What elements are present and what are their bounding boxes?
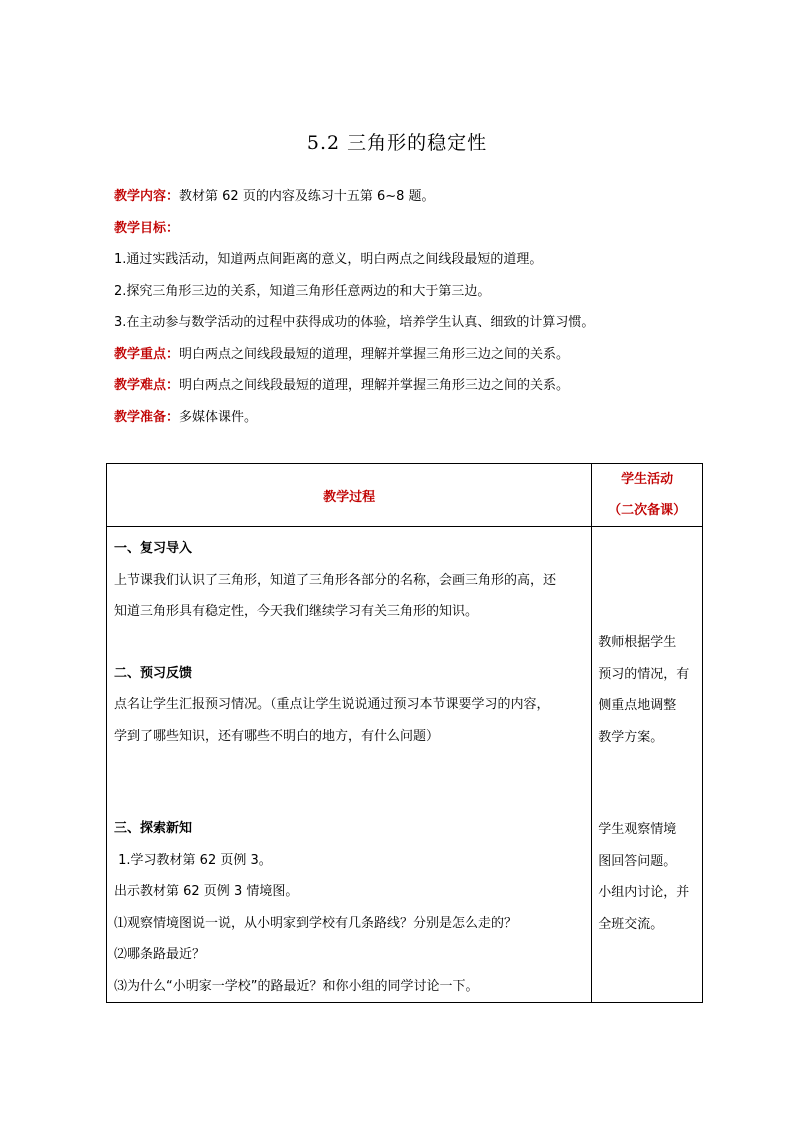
key-point-text: 明白两点之间线段最短的道理，理解并掌握三角形三边之间的关系。 <box>179 346 570 362</box>
section-explore-title: 三、探索新知 <box>114 821 193 836</box>
lesson-process-table <box>106 463 703 1003</box>
page-title: 5.2 三角形的稳定性 <box>306 132 488 154</box>
section-explore-line: ⑶为什么“小明家一学校”的路最近？和你小组的同学讨论一下。 <box>114 978 479 994</box>
side-note-line: 教学方案。 <box>598 729 664 745</box>
table-body-row <box>107 527 703 1003</box>
header-teaching-process: 教学过程 <box>107 464 592 527</box>
spacer <box>598 753 698 814</box>
teaching-key-point <box>114 339 714 371</box>
header-student-activity <box>592 464 703 527</box>
side-note-line: 侧重点地调整 <box>598 698 677 713</box>
section-explore-line: 出示教材第 62 页例 3 情境图。 <box>114 884 299 899</box>
lesson-info <box>114 181 714 433</box>
prep-text: 多媒体课件。 <box>179 409 258 425</box>
section-preview-line: 学到了哪些知识，还有哪些不明白的地方，有什么问题） <box>114 728 440 744</box>
spacer <box>598 533 698 627</box>
teaching-goal-2: 2.探究三角形三边的关系，知道三角形任意两边的和大于第三边。 <box>114 283 491 299</box>
section-review-title: 一、复习导入 <box>114 541 193 556</box>
prep-label: 教学准备： <box>114 409 180 425</box>
teaching-goals-heading <box>114 213 714 245</box>
side-note-line: 预习的情况，有 <box>598 666 690 682</box>
section-preview-title: 二、预习反馈 <box>114 665 193 681</box>
teaching-prep <box>114 402 714 434</box>
side-note-line: 小组内讨论，并 <box>598 885 690 900</box>
side-note-line: 图回答问题。 <box>598 853 677 869</box>
side-note-line: 教师根据学生 <box>598 635 677 650</box>
section-explore-line: 1.学习教材第 62 页例 3。 <box>114 852 272 868</box>
process-cell <box>107 527 592 1003</box>
teaching-goals-label: 教学目标： <box>114 220 180 236</box>
teaching-goal-3: 3.在主动参与数学活动的过程中获得成功的体验，培养学生认真、细致的计算习惯。 <box>114 315 595 330</box>
side-note-line: 学生观察情境 <box>598 822 677 837</box>
table-header-row <box>107 464 703 527</box>
spacer <box>114 628 585 658</box>
teaching-content-label: 教学内容： <box>114 189 180 204</box>
student-activity-cell <box>592 527 703 1003</box>
header-student-activity-line2: （二次备课） <box>608 503 687 518</box>
difficulty-text: 明白两点之间线段最短的道理，理解并掌握三角形三边之间的关系。 <box>179 378 570 393</box>
teaching-content <box>114 181 714 213</box>
teaching-difficulty <box>114 370 714 402</box>
teaching-content-text: 教材第 62 页的内容及练习十五第 6~8 题。 <box>179 189 435 204</box>
section-review-line: 上节课我们认识了三角形，知道了三角形各部分的名称，会画三角形的高，还 <box>114 572 557 588</box>
header-student-activity-line1: 学生活动 <box>621 472 674 487</box>
section-explore-line: ⑵哪条路最近？ <box>114 947 206 962</box>
teaching-goal-1: 1.通过实践活动，知道两点间距离的意义，明白两点之间线段最短的道理。 <box>114 252 543 267</box>
section-preview-line: 点名让学生汇报预习情况。（重点让学生说说通过预习本节课要学习的内容， <box>114 697 550 712</box>
side-note-line: 全班交流。 <box>598 916 664 932</box>
key-point-label: 教学重点： <box>114 346 180 362</box>
difficulty-label: 教学难点： <box>114 378 180 393</box>
section-explore-line: ⑴观察情境图说一说，从小明家到学校有几条路线？分别是怎么走的？ <box>114 915 518 931</box>
section-review-line: 知道三角形具有稳定性，今天我们继续学习有关三角形的知识。 <box>114 604 479 619</box>
spacer <box>114 752 585 813</box>
